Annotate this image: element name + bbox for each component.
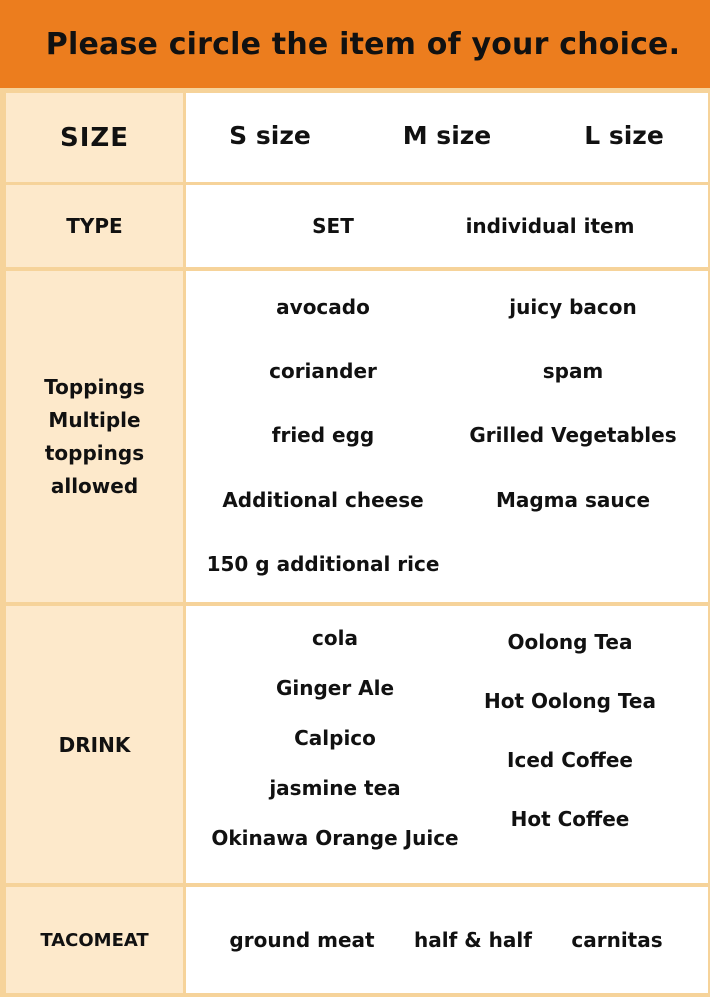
size-row: [0, 93, 710, 182]
drink-options: [186, 606, 708, 883]
drink-option[interactable]: jasmine tea: [269, 776, 401, 800]
topping-option[interactable]: fried egg: [271, 423, 375, 447]
type-option-individual[interactable]: individual item: [465, 214, 635, 238]
toppings-label-line: Toppings: [44, 374, 145, 399]
size-label: SIZE: [6, 93, 183, 182]
tacomeat-label: TACOMEAT: [6, 887, 183, 993]
page-header: [0, 0, 710, 88]
toppings-row: [0, 271, 710, 602]
type-options: [186, 185, 708, 267]
topping-option[interactable]: Magma sauce: [495, 488, 651, 512]
drink-option[interactable]: Ginger Ale: [275, 676, 395, 700]
type-label: TYPE: [6, 185, 183, 267]
drink-option[interactable]: cola: [312, 626, 358, 650]
drink-option[interactable]: Okinawa Orange Juice: [211, 826, 459, 850]
size-option-l[interactable]: L size: [584, 121, 664, 150]
page-title: Please circle the item of your choice.: [45, 26, 681, 62]
tacomeat-option[interactable]: carnitas: [571, 928, 663, 952]
drink-option[interactable]: Iced Coffee: [507, 748, 633, 772]
topping-option[interactable]: avocado: [276, 295, 370, 319]
toppings-options: [186, 271, 708, 602]
drink-option[interactable]: Oolong Tea: [507, 630, 633, 654]
size-option-m[interactable]: M size: [402, 121, 492, 150]
tacomeat-row: [0, 887, 710, 993]
tacomeat-options: [186, 887, 708, 993]
drink-row: [0, 606, 710, 883]
toppings-label-line: Multiple: [48, 407, 141, 432]
tacomeat-option[interactable]: half & half: [414, 928, 532, 952]
topping-option[interactable]: juicy bacon: [509, 295, 637, 319]
drink-option[interactable]: Calpico: [294, 726, 376, 750]
topping-option[interactable]: 150 g additional rice: [206, 552, 440, 576]
topping-option[interactable]: Additional cheese: [222, 488, 424, 512]
size-option-s[interactable]: S size: [229, 121, 311, 150]
drink-option[interactable]: Hot Coffee: [510, 807, 630, 831]
type-row: [0, 185, 710, 267]
toppings-label-line: allowed: [50, 473, 139, 498]
drink-option[interactable]: Hot Oolong Tea: [484, 689, 656, 713]
size-options: [186, 93, 708, 182]
tacomeat-option[interactable]: ground meat: [229, 928, 375, 952]
topping-option[interactable]: coriander: [269, 359, 377, 383]
toppings-label-line: toppings: [44, 440, 145, 465]
drink-label: DRINK: [6, 606, 183, 883]
topping-option[interactable]: spam: [542, 359, 604, 383]
topping-option[interactable]: Grilled Vegetables: [469, 423, 677, 447]
toppings-label: [6, 271, 183, 602]
type-option-set[interactable]: SET: [312, 214, 354, 238]
